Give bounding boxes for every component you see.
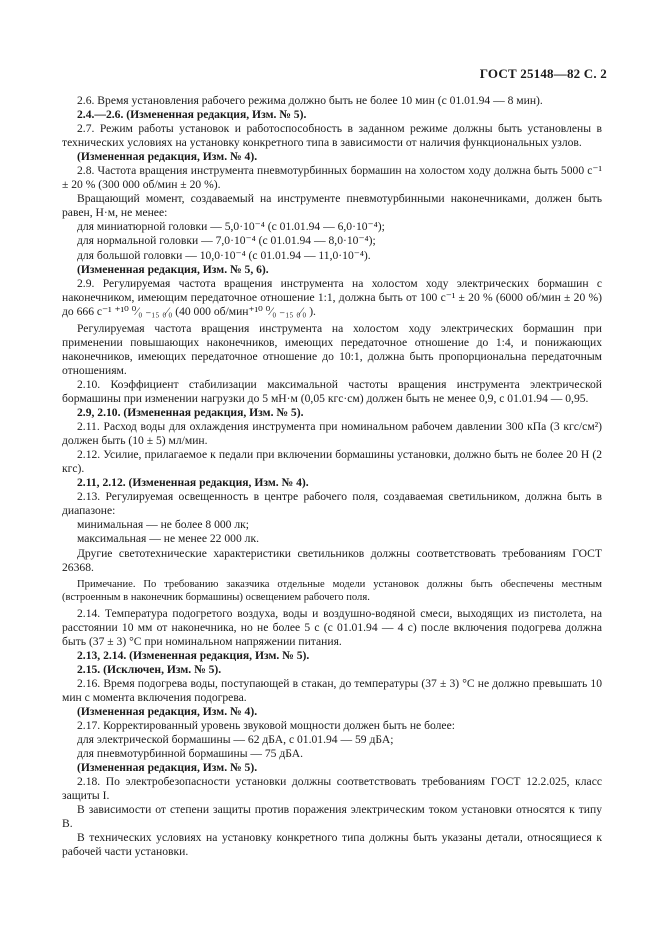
paragraph: 2.16. Время подогрева воды, поступающей в стакан, до температуры (37 ± 3) °С не должно превышать 10 мин с момента включения подогрева. bbox=[62, 676, 602, 704]
amendment-note: (Измененная редакция, Изм. № 5). bbox=[77, 761, 258, 775]
amendment-note: 2.11, 2.12. (Измененная редакция, Изм. № 4). bbox=[77, 476, 309, 490]
amendment-note: (Измененная редакция, Изм. № 4). bbox=[77, 150, 258, 164]
amendment-note: 2.9, 2.10. (Измененная редакция, Изм. № 5). bbox=[77, 406, 304, 420]
list-item: максимальная — не менее 22 000 лк. bbox=[77, 532, 259, 546]
paragraph: 2.8. Частота вращения инструмента пневмотурбинных бормашин на холостом ходу должна быть 5000 с⁻¹ ± 20 % (300 000 об/мин ± 20 %). bbox=[62, 164, 602, 192]
paragraph: 2.11. Расход воды для охлаждения инструмента при номинальном рабочем давлении 300 кПа (3 кгс/см²) должен быть (10 ± 5) мл/мин. bbox=[62, 420, 602, 448]
paragraph: Регулируемая частота вращения инструмента на холостом ходу электрических бормашин при применении повышающих наконечников, имеющих передаточное отношение до 1:4, и понижающих наконечников, имеющих передаточное отношение до 10:1, должна быть пропорциональна передаточным отношениям. bbox=[62, 321, 602, 377]
amendment-note: 2.4.—2.6. (Измененная редакция, Изм. № 5). bbox=[77, 108, 307, 122]
list-item: для электрической бормашины — 62 дБА, с 01.01.94 — 59 дБА; bbox=[77, 733, 394, 747]
amendment-note: (Измененная редакция, Изм. № 5, 6). bbox=[77, 262, 269, 276]
page-header: ГОСТ 25148—82 С. 2 bbox=[479, 66, 607, 81]
amendment-note: 2.13, 2.14. (Измененная редакция, Изм. № 5). bbox=[77, 648, 310, 662]
paragraph: 2.9. Регулируемая частота вращения инструмента на холостом ходу электрических бормашин с наконечником, имеющим передаточное отношение 1:1, должна быть от 100 с⁻¹ ± 20 % (6000 об/мин ± 20 %) до 666 с⁻¹ ⁺¹⁰ ⁰⁄₀ ₋₁₅ ₀⁄₀ (40 000 об/мин⁺¹⁰ ⁰⁄₀ ₋₁₅ ₀⁄₀ ). bbox=[62, 276, 602, 318]
paragraph: В технических условиях на установку конкретного типа должны быть указаны детали, относящиеся к рабочей части установки. bbox=[62, 831, 602, 859]
paragraph: 2.14. Температура подогретого воздуха, воды и воздушно-водяной смеси, выходящих из пистолета, на расстоянии 10 мм от наконечника, но не более 5 с (с 01.01.94 — 4 с) после включения подогрева должна быть (37 ± 3) °С при номинальном напряжении питания. bbox=[62, 606, 602, 648]
list-item: для миниатюрной головки — 5,0·10⁻⁴ (с 01.01.94 — 6,0·10⁻⁴); bbox=[77, 220, 385, 234]
paragraph: В зависимости от степени защиты против поражения электрическим током установки относятся к типу В. bbox=[62, 803, 602, 831]
paragraph: 2.18. По электробезопасности установки должны соответствовать требованиям ГОСТ 12.2.025, класс защиты I. bbox=[62, 775, 602, 803]
paragraph: 2.6. Время установления рабочего режима должно быть не более 10 мин (с 01.01.94 — 8 мин). bbox=[77, 94, 543, 107]
paragraph: 2.10. Коэффициент стабилизации максимальной частоты вращения инструмента электрической бормашины при изменении нагрузки до 5 мН·м (0,05 кгс·см) должен быть не менее 0,9, с 01.01.94 — 0,95. bbox=[62, 377, 602, 405]
list-item: минимальная — не более 8 000 лк; bbox=[77, 518, 249, 532]
paragraph: Другие светотехнические характеристики светильников должны соответствовать требованиям ГОСТ 26368. bbox=[62, 546, 602, 574]
list-item: для нормальной головки — 7,0·10⁻⁴ (с 01.01.94 — 8,0·10⁻⁴); bbox=[77, 234, 376, 248]
paragraph: 2.13. Регулируемая освещенность в центре рабочего поля, создаваемая светильником, должна быть в диапазоне: bbox=[62, 490, 602, 518]
amendment-note: (Измененная редакция, Изм. № 4). bbox=[77, 704, 258, 718]
list-item: для пневмотурбинной бормашины — 75 дБА. bbox=[77, 747, 304, 761]
paragraph: 2.12. Усилие, прилагаемое к педали при включении бормашины установки, должно быть не более 20 Н (2 кгс). bbox=[62, 448, 602, 476]
list-item: для большой головки — 10,0·10⁻⁴ (с 01.01.94 — 11,0·10⁻⁴). bbox=[77, 248, 371, 262]
document-body bbox=[62, 94, 602, 859]
paragraph: 2.7. Режим работы установок и работоспособность в заданном режиме должны быть установлены в технических условиях на установку конкретного типа в зависимости от наличия функциональных узлов. bbox=[62, 122, 602, 150]
amendment-note: 2.15. (Исключен, Изм. № 5). bbox=[77, 662, 222, 676]
paragraph: Вращающий момент, создаваемый на инструменте пневмотурбинными наконечниками, должен быть равен, Н·м, не менее: bbox=[62, 192, 602, 220]
paragraph: 2.17. Корректированный уровень звуковой мощности должен быть не более: bbox=[77, 718, 455, 732]
note: Примечание. По требованию заказчика отдельные модели установок должны быть обеспечены местным (встроенным в наконечник бормашины) освещением рабочего поля. bbox=[62, 578, 602, 603]
